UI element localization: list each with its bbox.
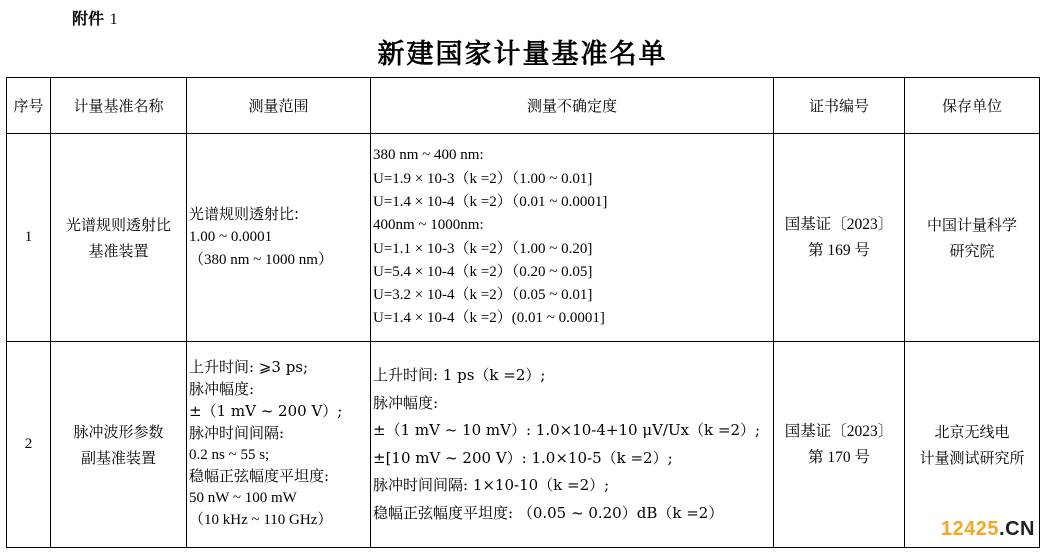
header-certificate: 证书编号 — [774, 78, 905, 134]
table-header-row — [7, 78, 1040, 134]
header-name: 计量基准名称 — [51, 78, 187, 134]
measurement-range: 上升时间: ⩾3 ps; 脉冲幅度: ±（1 mV ~ 200 V）; 脉冲时间间隔: 0.2 ns ~ 55 s; 稳幅正弦幅度平坦度: 50 nW ~ 100 mW （10 kHz ~ 110 GHz） — [187, 342, 371, 548]
table-row — [7, 342, 1040, 548]
certificate-number: 国基证〔2023〕 第 170 号 — [774, 342, 905, 548]
row-index: 2 — [7, 342, 51, 548]
header-index: 序号 — [7, 78, 51, 134]
measurement-uncertainty: 上升时间: 1 ps（k =2）; 脉冲幅度: ±（1 mV ~ 10 mV）: 1.0×10-4+10 μV/Ux（k =2）; ±[10 mV ~ 200 V）: 1.0×10-5（k =2）; 脉冲时间间隔: 1×10-10（k =2）; 稳幅正弦幅度平坦度: （0.05 ~ 0.20）dB（k =2） — [371, 342, 774, 548]
table-row — [7, 134, 1040, 342]
measurement-uncertainty: 380 nm ~ 400 nm: U=1.9 × 10-3（k =2）（1.00 ~ 0.01] U=1.4 × 10-4（k =2）（0.01 ~ 0.0001] 400nm ~ 1000nm: U=1.1 × 10-3（k =2）（1.00 ~ 0.20] U=5.4 × 10-4（k =2）（0.20 ~ 0.05] U=3.2 × 10-4（k =2）（0.05 ~ 0.01] U=1.4 × 10-4（k =2）(0.01 ~ 0.0001] — [371, 134, 774, 342]
header-uncertainty: 测量不确定度 — [371, 78, 774, 134]
custodian-unit: 北京无线电 计量测试研究所 — [905, 342, 1040, 548]
site-watermark: 12425.CN — [940, 518, 1035, 540]
measurement-range: 光谱规则透射比: 1.00 ~ 0.0001 （380 nm ~ 1000 nm） — [187, 134, 371, 342]
row-index: 1 — [7, 134, 51, 342]
benchmark-list-table — [6, 77, 1040, 548]
header-range: 测量范围 — [187, 78, 371, 134]
certificate-number: 国基证〔2023〕 第 169 号 — [774, 134, 905, 342]
benchmark-name: 光谱规则透射比 基准装置 — [51, 134, 187, 342]
custodian-unit: 中国计量科学 研究院 — [905, 134, 1040, 342]
attachment-label: 附件 1 — [72, 9, 118, 28]
benchmark-name: 脉冲波形参数 副基准装置 — [51, 342, 187, 548]
header-unit: 保存单位 — [905, 78, 1040, 134]
document-title: 新建国家计量基准名单 — [377, 39, 668, 70]
